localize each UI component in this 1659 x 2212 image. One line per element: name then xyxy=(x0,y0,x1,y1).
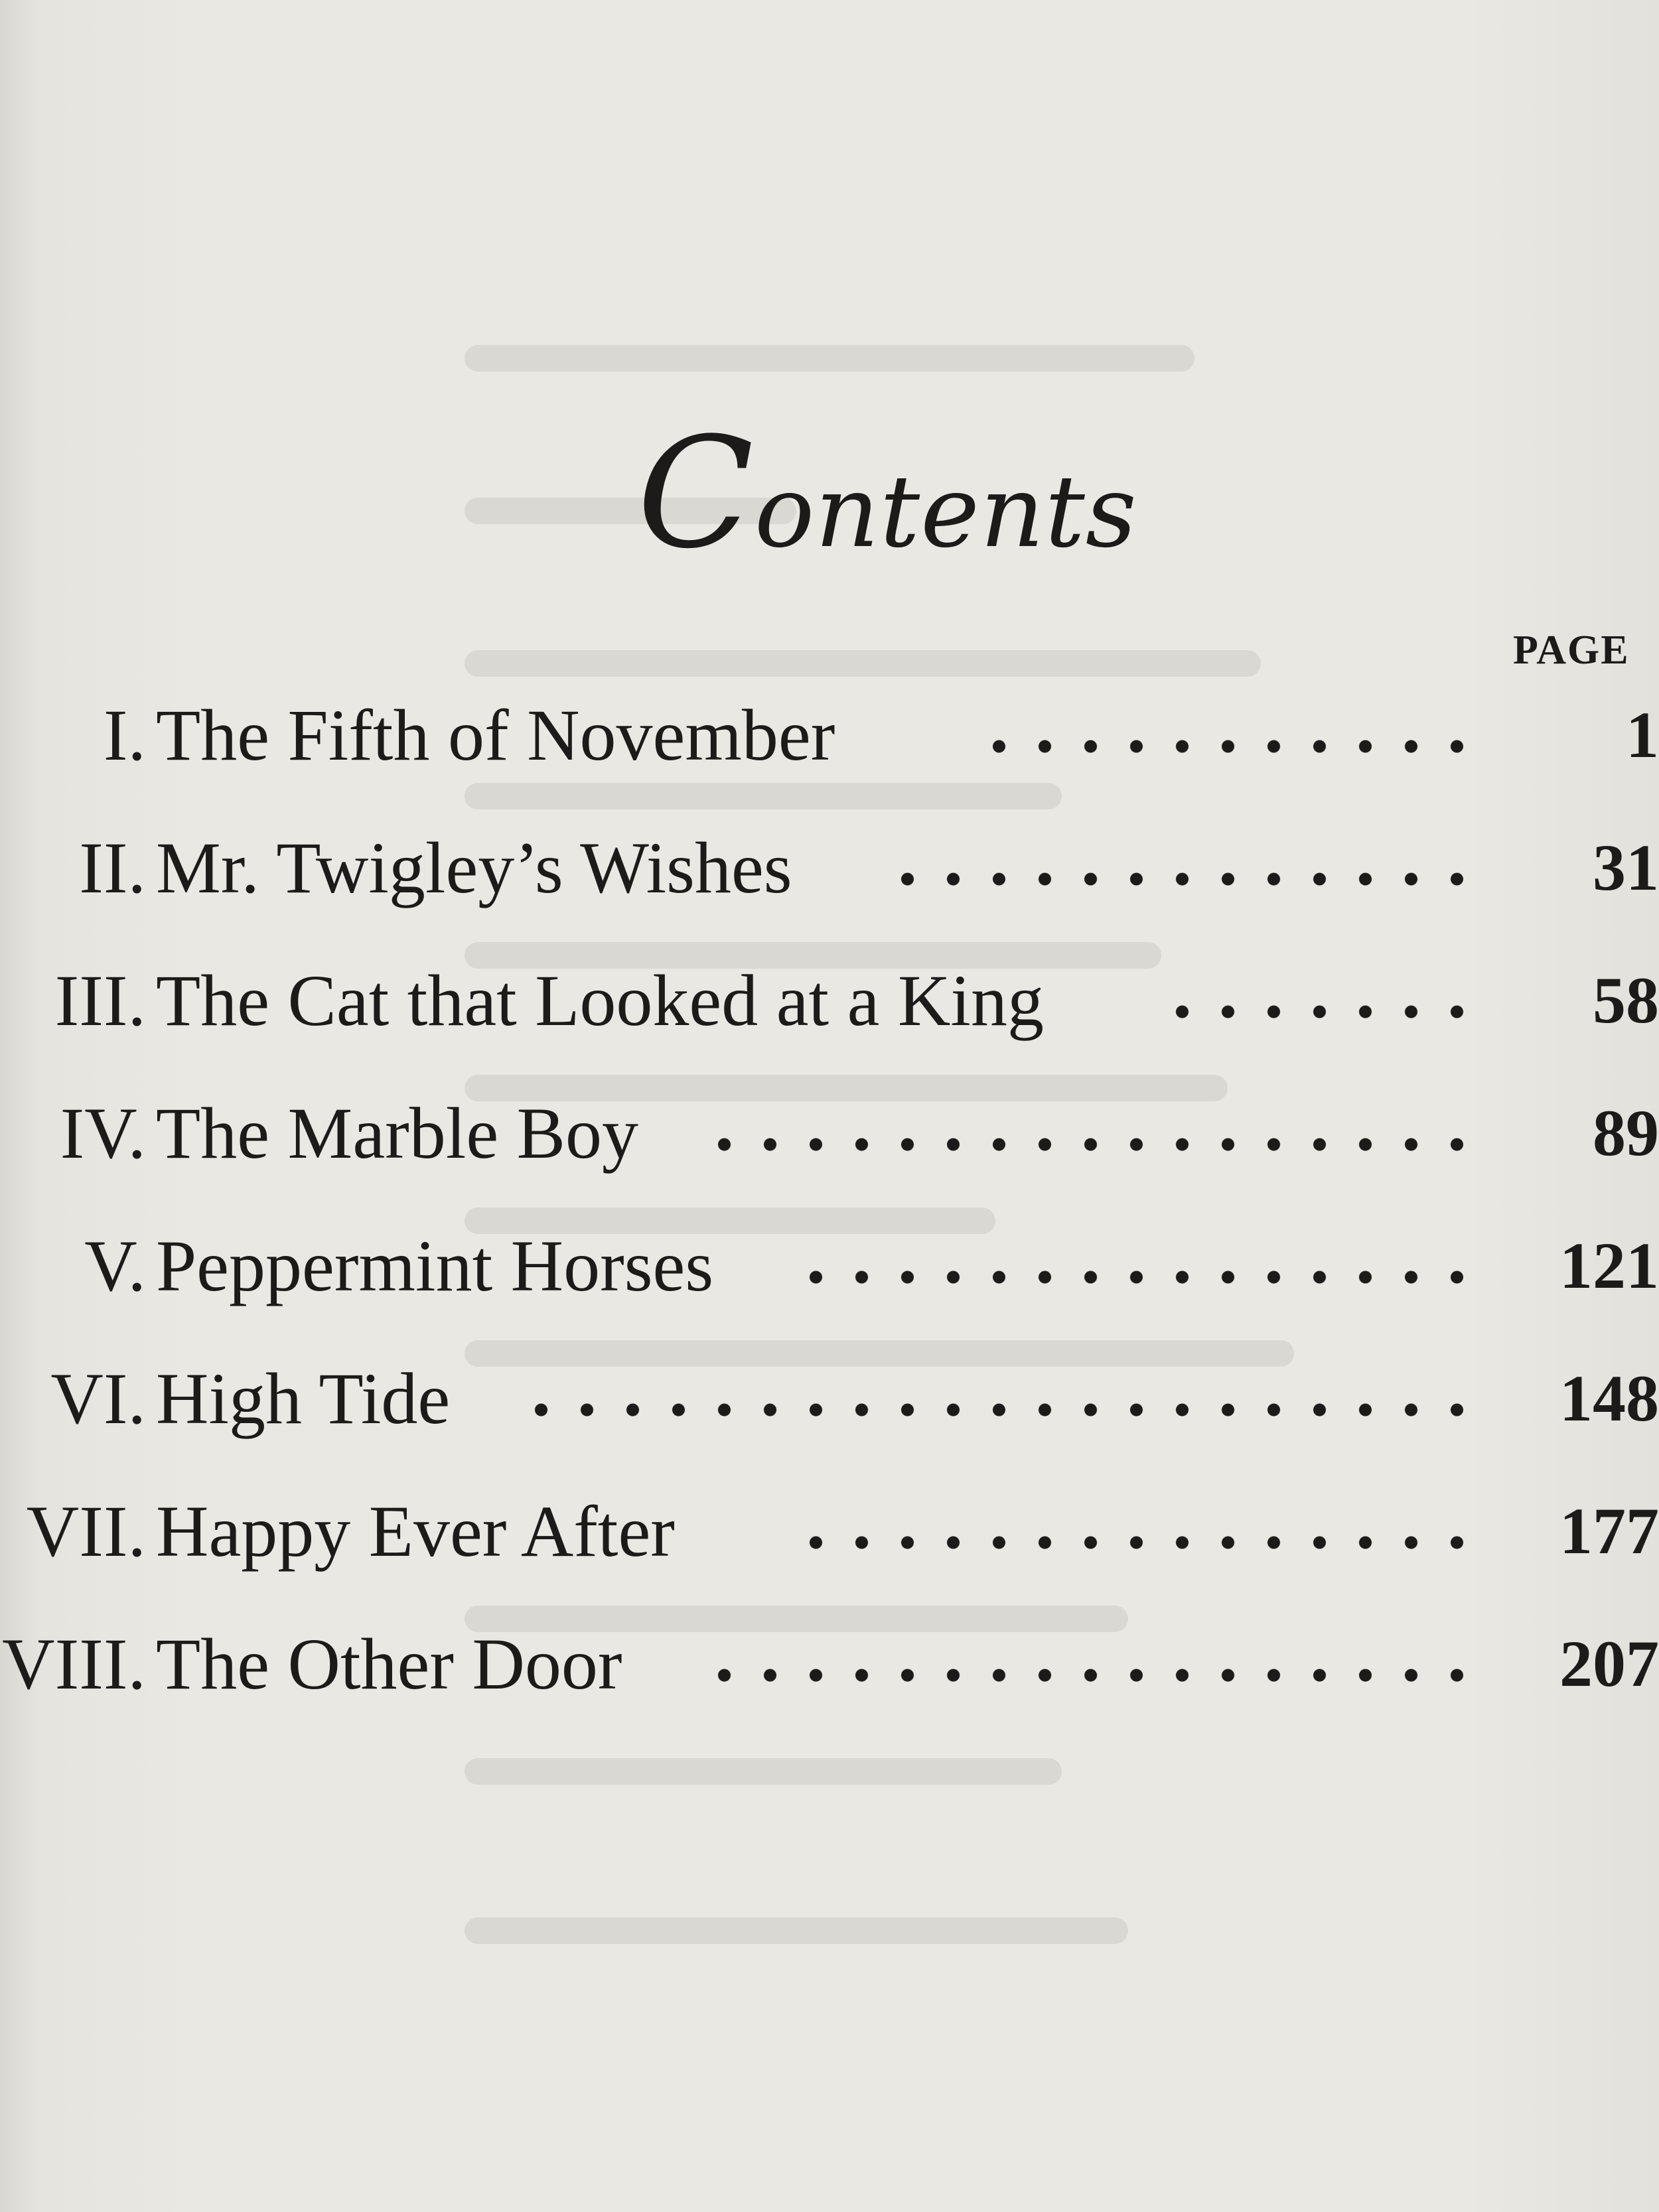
dot-leader xyxy=(896,869,1480,889)
toc-row[interactable] xyxy=(0,1599,1659,1732)
chapter-page-number: 177 xyxy=(1559,1494,1659,1568)
toc-row[interactable] xyxy=(0,935,1659,1068)
chapter-page-number: 31 xyxy=(1593,831,1659,904)
chapter-numeral: V. xyxy=(84,1225,146,1306)
chapter-numeral: III. xyxy=(54,960,146,1041)
dot-leader xyxy=(790,1533,1480,1553)
chapter-title: High Tide xyxy=(156,1358,451,1439)
dot-leader xyxy=(790,1267,1480,1287)
toc-row[interactable] xyxy=(0,1068,1659,1201)
chapter-page-number: 148 xyxy=(1559,1361,1659,1435)
chapter-page-number: 58 xyxy=(1593,963,1659,1037)
dot-leader xyxy=(703,1665,1480,1685)
toc-row[interactable] xyxy=(0,1201,1659,1334)
chapter-title: The Fifth of November xyxy=(156,695,835,776)
chapter-page-number: 207 xyxy=(1559,1627,1659,1700)
chapter-numeral: VI. xyxy=(50,1358,146,1439)
chapter-numeral: VIII. xyxy=(2,1624,146,1704)
toc-row[interactable] xyxy=(0,1466,1659,1599)
title-initial: C xyxy=(637,405,755,583)
dot-leader xyxy=(1168,1002,1480,1022)
chapter-page-number: 89 xyxy=(1593,1096,1659,1170)
title-rest: ontents xyxy=(754,454,1137,570)
chapter-numeral: VII. xyxy=(26,1491,146,1572)
chapter-numeral: II. xyxy=(79,827,146,908)
chapter-numeral: IV. xyxy=(60,1093,146,1174)
chapter-page-number: 1 xyxy=(1626,698,1659,772)
chapter-title: Happy Ever After xyxy=(156,1491,675,1572)
chapter-page-number: 121 xyxy=(1559,1229,1659,1302)
chapter-title: The Other Door xyxy=(156,1624,622,1704)
toc-row[interactable] xyxy=(0,1334,1659,1466)
page-column-header: PAGE xyxy=(1513,628,1630,673)
chapter-title: Mr. Twigley’s Wishes xyxy=(156,827,792,908)
dot-leader xyxy=(975,736,1480,756)
chapter-title: The Marble Boy xyxy=(156,1093,639,1174)
dot-leader xyxy=(518,1400,1480,1420)
dot-leader xyxy=(703,1135,1480,1154)
toc-row[interactable] xyxy=(0,670,1659,803)
contents-title xyxy=(637,405,1137,583)
toc-row[interactable] xyxy=(0,803,1659,935)
chapter-numeral: I. xyxy=(103,695,146,776)
chapter-title: Peppermint Horses xyxy=(156,1225,714,1306)
chapter-title: The Cat that Looked at a King xyxy=(156,960,1044,1041)
